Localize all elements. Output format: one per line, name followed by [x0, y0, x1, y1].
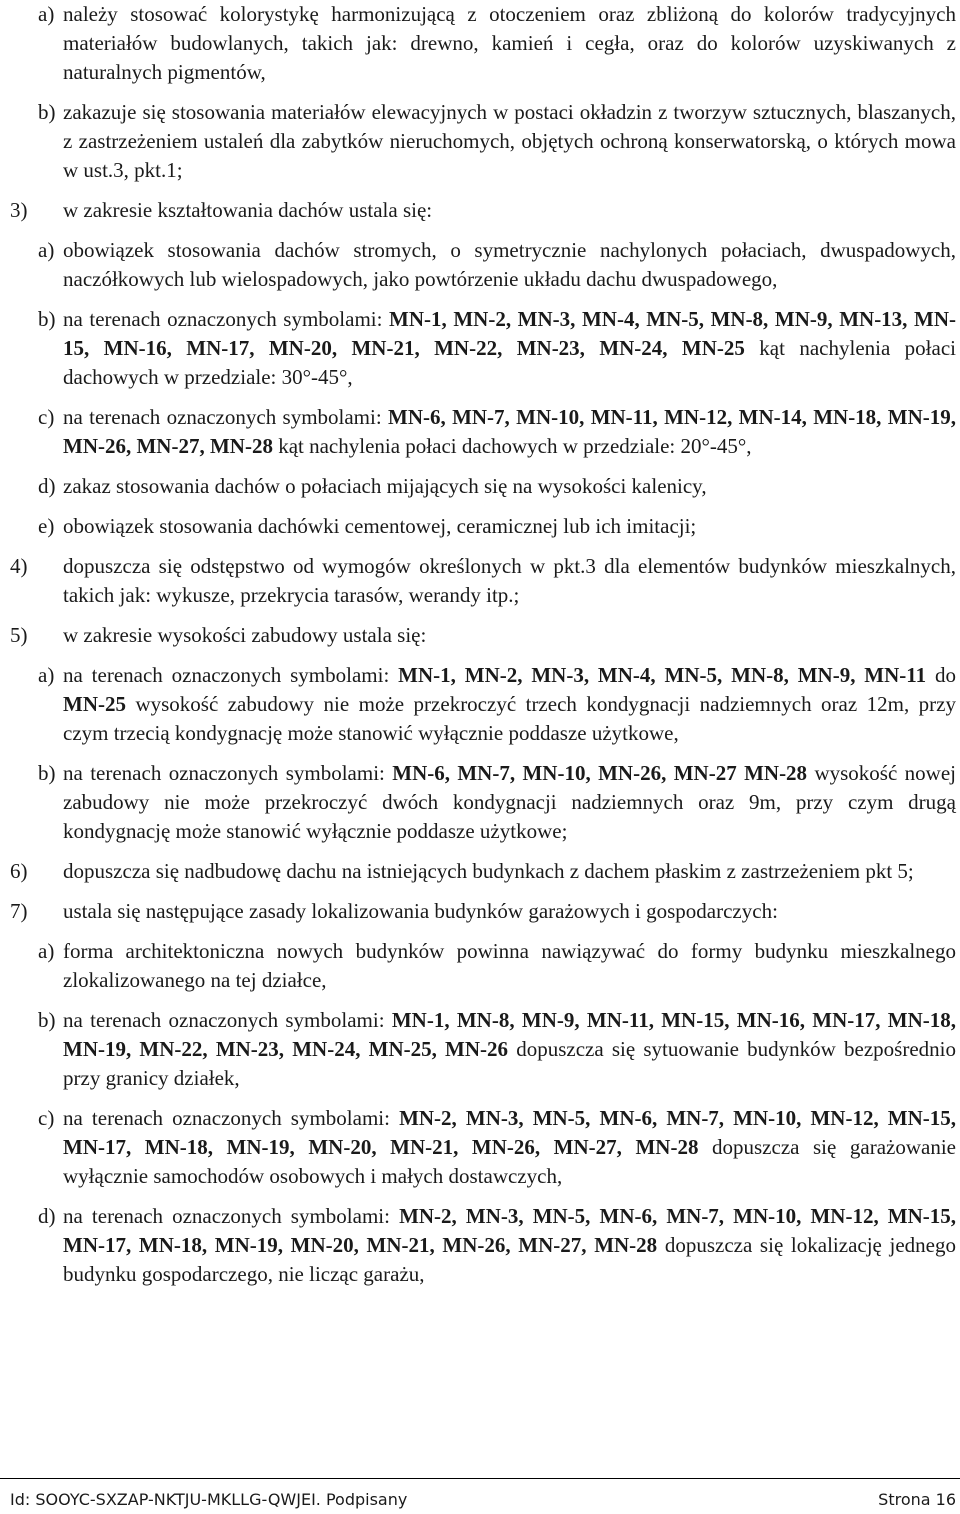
clause-2b — [10, 98, 956, 185]
clause-7a — [10, 937, 956, 995]
clause-5b — [10, 759, 956, 846]
clause-marker: b) — [38, 761, 56, 785]
clause-marker: c) — [38, 1106, 55, 1130]
point-text: w zakresie wysokości zabudowy ustala się: — [63, 623, 427, 647]
clause-text-pre: na terenach oznaczonych symbolami: — [63, 1106, 400, 1130]
clause-marker: a) — [38, 2, 55, 26]
page-footer — [0, 1478, 960, 1514]
clause-text-pre: na terenach oznaczonych symbolami: — [63, 663, 399, 687]
point-marker: 5) — [10, 623, 28, 647]
clause-text: forma architektoniczna nowych budynków powinna nawiązywać do formy budynku mieszkalnego zlokalizowanego na tej działce, — [63, 939, 956, 992]
page-number: Strona 16 — [878, 1490, 956, 1509]
clause-3a — [10, 236, 956, 294]
clause-text-pre: na terenach oznaczonych symbolami: — [63, 761, 393, 785]
point-3 — [10, 196, 956, 225]
clause-text-post: dopuszcza się sytuowanie budynków bezpośrednio przy granicy działek, — [63, 1037, 956, 1090]
symbol-list: MN-1, MN-2, MN-3, MN-4, MN-5, MN-8, MN-9, MN-11 — [398, 663, 927, 687]
clause-text-post: kąt nachylenia połaci dachowych w przedziale: 30°-45°, — [63, 336, 956, 389]
clause-marker: a) — [38, 663, 55, 687]
clause-5a — [10, 661, 956, 748]
point-marker: 4) — [10, 554, 28, 578]
clause-text-pre: na terenach oznaczonych symbolami: — [63, 1204, 400, 1228]
point-marker: 3) — [10, 198, 28, 222]
point-text: dopuszcza się nadbudowę dachu na istniejących budynkach z dachem płaskim z zastrzeżeniem pkt 5; — [63, 859, 914, 883]
clause-3e — [10, 512, 956, 541]
clause-marker: a) — [38, 238, 55, 262]
symbol-list: MN-1, MN-8, MN-9, MN-11, MN-15, MN-16, MN-17, MN-18, MN-19, MN-22, MN-23, MN-24, MN-25, MN-26 — [63, 1008, 956, 1061]
clause-text: obowiązek stosowania dachów stromych, o symetrycznie nachylonych połaciach, dwuspadowych, naczółkowych lub wielospadowych, jako powtórzenie układu dachu dwuspadowego, — [63, 238, 956, 291]
document-body — [10, 0, 956, 1289]
symbol-list: MN-6, MN-7, MN-10, MN-26, MN-27 MN-28 — [392, 761, 808, 785]
symbol-list: MN-6, MN-7, MN-10, MN-11, MN-12, MN-14, MN-18, MN-19, MN-26, MN-27, MN-28 — [63, 405, 956, 458]
clause-marker: b) — [38, 1008, 56, 1032]
clause-text-pre: na terenach oznaczonych symbolami: — [63, 1008, 392, 1032]
point-6 — [10, 857, 956, 886]
clause-7c — [10, 1104, 956, 1191]
clause-text: zakazuje się stosowania materiałów elewacyjnych w postaci okładzin z tworzyw sztucznych, blaszanych, z zastrzeżeniem ustaleń dla zabytków nieruchomych, objętych ochroną konserwatorską, o których mowa w ust.3, pkt.1; — [63, 100, 956, 182]
clause-marker: b) — [38, 100, 56, 124]
document-id: Id: SOOYC-SXZAP-NKTJU-MKLLG-QWJEI. Podpisany — [10, 1490, 408, 1509]
clause-3c — [10, 403, 956, 461]
point-5 — [10, 621, 956, 650]
point-text: ustala się następujące zasady lokalizowania budynków garażowych i gospodarczych: — [63, 899, 778, 923]
clause-text-mid: do — [926, 663, 957, 687]
clause-marker: b) — [38, 307, 56, 331]
clause-marker: d) — [38, 474, 56, 498]
clause-3b — [10, 305, 956, 392]
clause-text: należy stosować kolorystykę harmonizującą z otoczeniem oraz zbliżoną do kolorów tradycyjnych materiałów budowlanych, takich jak: drewno, kamień i cegła, oraz do kolorów uzyskiwanych z naturalnych pigmentów, — [63, 2, 956, 84]
clause-marker: a) — [38, 939, 55, 963]
point-marker: 6) — [10, 859, 28, 883]
clause-marker: c) — [38, 405, 55, 429]
point-7 — [10, 897, 956, 926]
clause-text: zakaz stosowania dachów o połaciach mijających się na wysokości kalenicy, — [63, 474, 707, 498]
symbol-list: MN-2, MN-3, MN-5, MN-6, MN-7, MN-10, MN-12, MN-15, MN-17, MN-18, MN-19, MN-20, MN-21, MN-26, MN-27, MN-28 — [63, 1106, 957, 1159]
clause-marker: d) — [38, 1204, 56, 1228]
clause-text-post: dopuszcza się garażowanie wyłącznie samochodów osobowych i małych dostawczych, — [63, 1135, 956, 1188]
point-text: dopuszcza się odstępstwo od wymogów określonych w pkt.3 dla elementów budynków mieszkalnych, takich jak: wykusze, przekrycia tarasów, werandy itp.; — [63, 554, 956, 607]
clause-marker: e) — [38, 514, 55, 538]
clause-text-post: kąt nachylenia połaci dachowych w przedziale: 20°-45°, — [272, 434, 752, 458]
clause-2a — [10, 0, 956, 87]
clause-text-post: dopuszcza się lokalizację jednego budynku gospodarczego, nie licząc garażu, — [63, 1233, 956, 1286]
clause-text-pre: na terenach oznaczonych symbolami: — [63, 405, 389, 429]
point-text: w zakresie kształtowania dachów ustala się: — [63, 198, 433, 222]
clause-text-post: wysokość zabudowy nie może przekroczyć trzech kondygnacji nadziemnych oraz 12m, przy czym trzecią kondygnację może stanowić wyłącznie poddasze użytkowe, — [63, 692, 956, 745]
symbol-list-end: MN-25 — [63, 692, 126, 716]
symbol-list: MN-1, MN-2, MN-3, MN-4, MN-5, MN-8, MN-9, MN-13, MN-15, MN-16, MN-17, MN-20, MN-21, MN-22, MN-23, MN-24, MN-25 — [63, 307, 956, 360]
clause-text-post: wysokość nowej zabudowy nie może przekroczyć dwóch kondygnacji nadziemnych oraz 9m, przy czym drugą kondygnację może stanowić wyłącznie poddasze użytkowe; — [63, 761, 956, 843]
clause-7d — [10, 1202, 956, 1289]
symbol-list: MN-2, MN-3, MN-5, MN-6, MN-7, MN-10, MN-12, MN-15, MN-17, MN-18, MN-19, MN-20, MN-21, MN-26, MN-27, MN-28 — [63, 1204, 957, 1257]
point-4 — [10, 552, 956, 610]
clause-text: obowiązek stosowania dachówki cementowej, ceramicznej lub ich imitacji; — [63, 514, 697, 538]
point-marker: 7) — [10, 899, 28, 923]
clause-7b — [10, 1006, 956, 1093]
clause-text-pre: na terenach oznaczonych symbolami: — [63, 307, 390, 331]
clause-3d — [10, 472, 956, 501]
